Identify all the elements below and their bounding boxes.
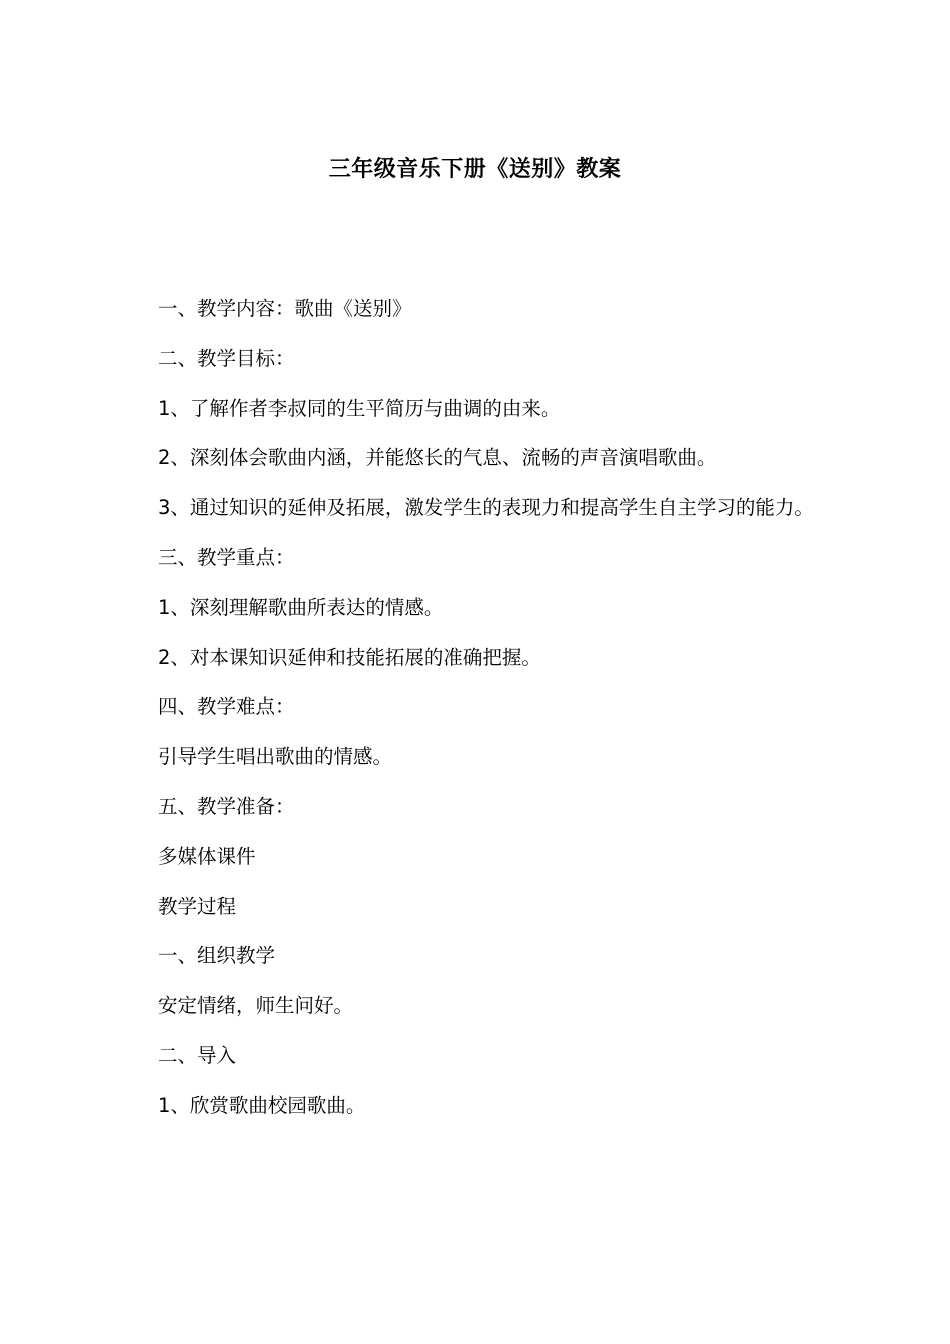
- document-body: [113, 284, 843, 1131]
- objective-item-2: 2、深刻体会歌曲内涵，并能悠长的气息、流畅的声音演唱歌曲。: [158, 446, 717, 470]
- section-heading-content: 一、教学内容：歌曲《送别》: [158, 297, 412, 320]
- difficulty-item: 引导学生唱出歌曲的情感。: [158, 745, 393, 769]
- section-heading-process: 教学过程: [158, 894, 237, 918]
- key-point-item-2: 2、对本课知识延伸和技能拓展的准确把握。: [158, 645, 541, 669]
- objective-item-3: 3、通过知识的延伸及拓展，激发学生的表现力和提高学生自主学习的能力。: [158, 496, 814, 520]
- objective-item-1: 1、了解作者李叔同的生平简历与曲调的由来。: [158, 396, 561, 420]
- key-point-item-1: 1、深刻理解歌曲所表达的情感。: [158, 595, 444, 619]
- process-step-organize: 一、组织教学: [158, 944, 276, 968]
- preparation-item: 多媒体课件: [158, 844, 256, 868]
- section-heading-preparation: 五、教学准备：: [158, 794, 295, 818]
- process-step-intro-item-1: 1、欣赏歌曲校园歌曲。: [158, 1093, 366, 1117]
- section-heading-key-points: 三、教学重点：: [158, 545, 295, 569]
- section-heading-objectives: 二、教学目标：: [158, 346, 295, 370]
- document-title: 三年级音乐下册《送别》教案: [328, 157, 622, 182]
- section-heading-difficulties: 四、教学难点：: [158, 695, 295, 719]
- process-step-intro: 二、导入: [158, 1043, 237, 1067]
- process-step-organize-detail: 安定情绪，师生问好。: [158, 994, 354, 1018]
